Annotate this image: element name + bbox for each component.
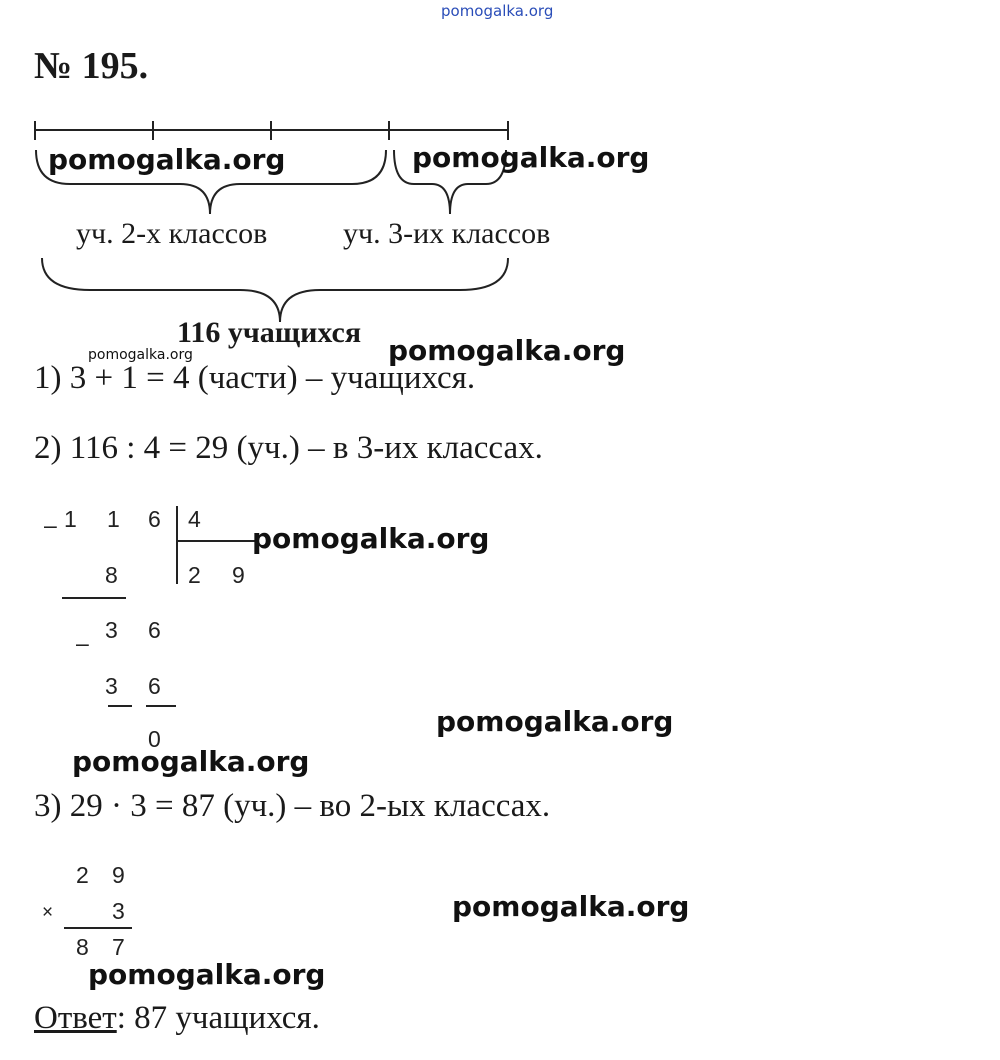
label-second-classes: уч. 2-х классов xyxy=(76,217,268,250)
quotient-digit-1: 2 xyxy=(188,562,201,588)
watermark-7: pomogalka.org xyxy=(72,745,310,778)
subtrahend-1: 8 xyxy=(105,562,118,588)
step-2: 2) 116 : 4 = 29 (уч.) – в 3-их классах. xyxy=(34,430,543,466)
watermark-9: pomogalka.org xyxy=(88,958,326,991)
answer xyxy=(34,1000,320,1037)
watermark-2: pomogalka.org xyxy=(412,141,650,174)
quotient-digit-2: 9 xyxy=(232,562,245,588)
mult-result-digit-2: 7 xyxy=(112,934,125,960)
division-minus-1: – xyxy=(44,512,57,538)
mult-bottom: 3 xyxy=(112,898,125,924)
dividend-digit-2: 1 xyxy=(107,506,120,532)
brace-total xyxy=(42,258,508,322)
subtrahend-2-digit-2: 6 xyxy=(148,673,161,699)
segment-line xyxy=(35,121,508,140)
division-minus-2: – xyxy=(76,630,89,656)
final-remainder: 0 xyxy=(148,726,161,752)
mult-top-digit-1: 2 xyxy=(76,862,89,888)
mult-top-digit-2: 9 xyxy=(112,862,125,888)
divisor: 4 xyxy=(188,506,201,532)
label-third-classes: уч. 3-их классов xyxy=(343,217,551,250)
remainder-1-digit-1: 3 xyxy=(105,617,118,643)
step-3: 3) 29 · 3 = 87 (уч.) – во 2-ых классах. xyxy=(34,788,551,824)
dividend-digit-1: 1 xyxy=(64,506,77,532)
step-1: 1) 3 + 1 = 4 (части) – учащихся. xyxy=(34,360,476,396)
remainder-1-digit-2: 6 xyxy=(148,617,161,643)
label-total: 116 учащихся xyxy=(177,316,362,349)
watermark-3: pomogalka.org xyxy=(88,347,193,363)
answer-label: Ответ xyxy=(34,1000,117,1036)
watermark-5: pomogalka.org xyxy=(252,522,490,555)
problem-number: № 195. xyxy=(34,45,149,87)
site-header-watermark: pomogalka.org xyxy=(441,2,554,20)
dividend-digit-3: 6 xyxy=(148,506,161,532)
answer-text: : 87 учащихся. xyxy=(116,1000,320,1036)
mult-sign: × xyxy=(42,902,54,923)
subtrahend-2-digit-1: 3 xyxy=(105,673,118,699)
watermark-6: pomogalka.org xyxy=(436,705,674,738)
watermark-1: pomogalka.org xyxy=(48,143,286,176)
mult-result-digit-1: 8 xyxy=(76,934,89,960)
watermark-4: pomogalka.org xyxy=(388,334,626,367)
watermark-8: pomogalka.org xyxy=(452,890,690,923)
